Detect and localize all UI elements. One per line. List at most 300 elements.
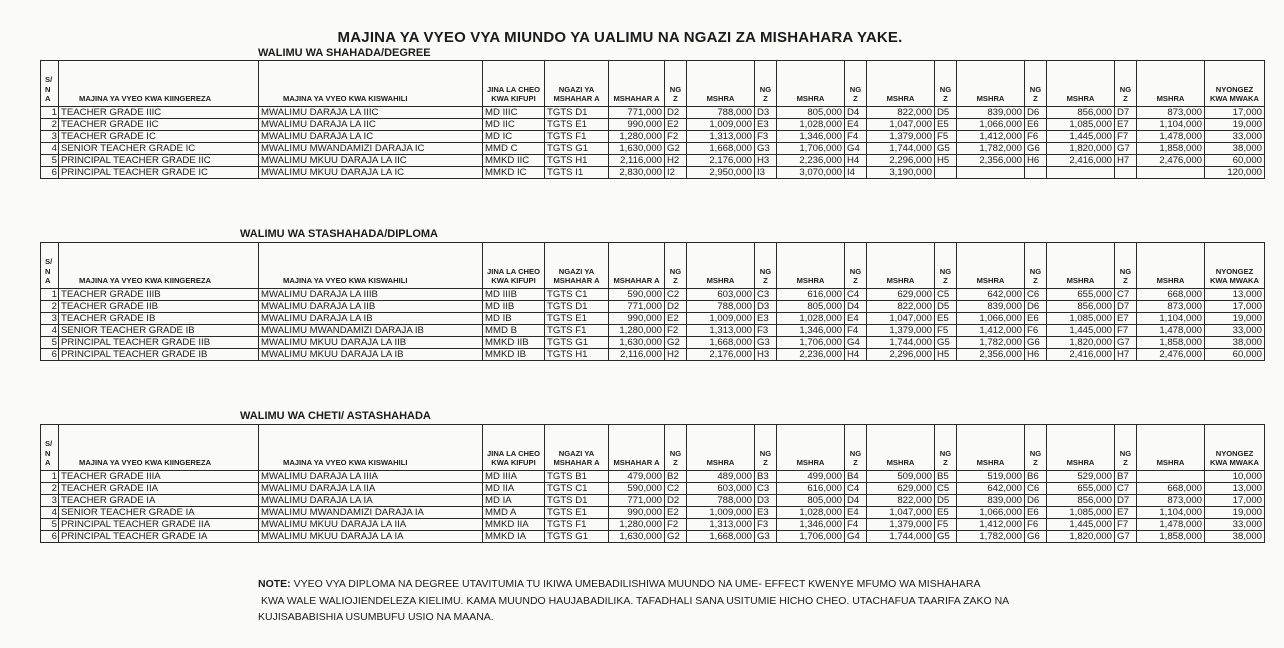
cell-salary: 822,000 — [867, 107, 935, 119]
header-eng-name: MAJINA YA VYEO KWA KIINGEREZA — [59, 243, 259, 289]
header-annual-increment: NYONGEZ KWA MWAKA — [1205, 243, 1265, 289]
table-row — [41, 107, 1265, 119]
cell-step: B4 — [845, 471, 867, 483]
section-heading-diploma: WALIMU WA STASHAHADA/DIPLOMA — [240, 228, 438, 240]
cell-salary — [957, 167, 1025, 179]
cell-annual-increment: 17,000 — [1205, 107, 1265, 119]
cell-short-title: MMD A — [483, 507, 545, 519]
cell-salary: 822,000 — [867, 301, 935, 313]
cell-salary: 1,313,000 — [687, 519, 755, 531]
cell-step: E4 — [845, 507, 867, 519]
cell-short-title: MMKD IC — [483, 167, 545, 179]
cell-salary: 1,028,000 — [777, 119, 845, 131]
cell-salary: 805,000 — [777, 107, 845, 119]
section-heading-degree: WALIMU WA SHAHADA/DEGREE — [258, 47, 431, 59]
cell-annual-increment: 33,000 — [1205, 325, 1265, 337]
cell-salary: 2,950,000 — [687, 167, 755, 179]
cell-step: D5 — [935, 301, 957, 313]
header-salary: MSHRA — [777, 243, 845, 289]
cell-sn: 1 — [41, 107, 59, 119]
cell-salary: 2,176,000 — [687, 155, 755, 167]
header-step: NG Z — [935, 243, 957, 289]
table-row — [41, 313, 1265, 325]
cell-short-title: MMKD IB — [483, 349, 545, 361]
cell-salary: 1,412,000 — [957, 131, 1025, 143]
cell-step: C5 — [935, 289, 957, 301]
cell-eng-name: TEACHER GRADE IIIC — [59, 107, 259, 119]
cell-step: D3 — [755, 495, 777, 507]
header-salary: MSHRA — [687, 425, 755, 471]
cell-step: C4 — [845, 483, 867, 495]
cell-step: G2 — [665, 143, 687, 155]
header-step: NG Z — [845, 61, 867, 107]
header-short-title: JINA LA CHEO KWA KIFUPI — [483, 425, 545, 471]
cell-step: H5 — [935, 349, 957, 361]
cell-sn: 1 — [41, 471, 59, 483]
cell-step — [935, 167, 957, 179]
cell-start-salary: 2,116,000 — [609, 155, 665, 167]
table-row — [41, 495, 1265, 507]
table-row — [41, 325, 1265, 337]
cell-annual-increment: 13,000 — [1205, 289, 1265, 301]
cell-salary: 616,000 — [777, 289, 845, 301]
cell-start-salary: 1,280,000 — [609, 325, 665, 337]
cell-salary: 1,782,000 — [957, 143, 1025, 155]
cell-sn: 4 — [41, 507, 59, 519]
cell-salary: 2,236,000 — [777, 349, 845, 361]
header-grade-start: NGAZI YA MSHAHAR A — [545, 243, 609, 289]
cell-step — [1025, 167, 1047, 179]
cell-step: F3 — [755, 325, 777, 337]
header-salary: MSHRA — [687, 61, 755, 107]
header-salary: MSHRA — [867, 425, 935, 471]
cell-sw-name: MWALIMU DARAJA LA IA — [259, 495, 483, 507]
cell-grade-start: TGTS F1 — [545, 519, 609, 531]
cell-salary — [1047, 167, 1115, 179]
cell-short-title: MMKD IA — [483, 531, 545, 543]
table-row — [41, 471, 1265, 483]
cell-salary: 3,070,000 — [777, 167, 845, 179]
header-step: NG Z — [1025, 243, 1047, 289]
header-sw-name: MAJINA YA VYEO KWA KISWAHILI — [259, 243, 483, 289]
cell-salary: 839,000 — [957, 495, 1025, 507]
cell-step: G5 — [935, 531, 957, 543]
cell-salary: 1,744,000 — [867, 143, 935, 155]
cell-salary: 616,000 — [777, 483, 845, 495]
cell-salary: 788,000 — [687, 107, 755, 119]
cell-eng-name: TEACHER GRADE IIIB — [59, 289, 259, 301]
header-salary: MSHRA — [867, 243, 935, 289]
cell-salary: 2,476,000 — [1137, 155, 1205, 167]
cell-grade-start: TGTS E1 — [545, 313, 609, 325]
cell-step: I4 — [845, 167, 867, 179]
cell-grade-start: TGTS I1 — [545, 167, 609, 179]
cell-short-title: MD IIIA — [483, 471, 545, 483]
header-salary: MSHRA — [1137, 425, 1205, 471]
header-row — [41, 243, 1265, 289]
cell-salary: 1,085,000 — [1047, 507, 1115, 519]
cell-salary: 788,000 — [687, 495, 755, 507]
cell-eng-name: PRINCIPAL TEACHER GRADE IIC — [59, 155, 259, 167]
header-eng-name: MAJINA YA VYEO KWA KIINGEREZA — [59, 425, 259, 471]
cell-sw-name: MWALIMU MKUU DARAJA LA IA — [259, 531, 483, 543]
cell-sw-name: MWALIMU DARAJA LA IC — [259, 131, 483, 143]
cell-sw-name: MWALIMU MKUU DARAJA LA IIA — [259, 519, 483, 531]
cell-salary: 1,085,000 — [1047, 313, 1115, 325]
salary-table-diploma — [40, 242, 1265, 361]
header-sw-name: MAJINA YA VYEO KWA KISWAHILI — [259, 61, 483, 107]
cell-step: E4 — [845, 313, 867, 325]
cell-salary: 603,000 — [687, 483, 755, 495]
header-step: NG Z — [755, 425, 777, 471]
cell-step: F6 — [1025, 519, 1047, 531]
header-salary: MSHRA — [957, 61, 1025, 107]
cell-step: C2 — [665, 289, 687, 301]
cell-salary: 1,668,000 — [687, 337, 755, 349]
header-row — [41, 425, 1265, 471]
cell-step: G2 — [665, 337, 687, 349]
cell-salary: 1,028,000 — [777, 313, 845, 325]
cell-step: G4 — [845, 143, 867, 155]
cell-step: F3 — [755, 131, 777, 143]
footnote-text-1: VYEO VYA DIPLOMA NA DEGREE UTAVITUMIA TU IKIWA UMEBADILISHIWA MUUNDO NA UME- EFFECT KWENYE MFUMO WA MISHAHARA — [293, 578, 981, 590]
header-short-title: JINA LA CHEO KWA KIFUPI — [483, 61, 545, 107]
cell-short-title: MD IA — [483, 495, 545, 507]
page-title: MAJINA YA VYEO VYA MIUNDO YA UALIMU NA NGAZI ZA MISHAHARA YAKE. — [337, 29, 903, 46]
header-annual-increment: NYONGEZ KWA MWAKA — [1205, 425, 1265, 471]
cell-grade-start: TGTS C1 — [545, 483, 609, 495]
cell-salary: 1,066,000 — [957, 313, 1025, 325]
cell-eng-name: SENIOR TEACHER GRADE IC — [59, 143, 259, 155]
cell-salary — [1137, 167, 1205, 179]
header-eng-name: MAJINA YA VYEO KWA KIINGEREZA — [59, 61, 259, 107]
cell-sn: 1 — [41, 289, 59, 301]
cell-salary: 1,478,000 — [1137, 131, 1205, 143]
cell-sw-name: MWALIMU MWANDAMIZI DARAJA IC — [259, 143, 483, 155]
cell-step: E5 — [935, 119, 957, 131]
cell-step: E2 — [665, 507, 687, 519]
cell-short-title: MD IIB — [483, 301, 545, 313]
cell-short-title: MD IIIB — [483, 289, 545, 301]
header-salary: MSHRA — [777, 425, 845, 471]
cell-step: F4 — [845, 131, 867, 143]
cell-start-salary: 479,000 — [609, 471, 665, 483]
cell-step: G3 — [755, 337, 777, 349]
cell-step: E6 — [1025, 119, 1047, 131]
cell-salary: 629,000 — [867, 483, 935, 495]
cell-grade-start: TGTS B1 — [545, 471, 609, 483]
cell-eng-name: SENIOR TEACHER GRADE IB — [59, 325, 259, 337]
cell-salary: 2,296,000 — [867, 155, 935, 167]
header-step: NG Z — [755, 243, 777, 289]
cell-step: G5 — [935, 337, 957, 349]
header-salary: MSHRA — [867, 61, 935, 107]
cell-step: G7 — [1115, 337, 1137, 349]
cell-salary: 1,445,000 — [1047, 131, 1115, 143]
cell-short-title: MD IC — [483, 131, 545, 143]
cell-step: H2 — [665, 349, 687, 361]
table-row — [41, 531, 1265, 543]
header-step: NG Z — [935, 61, 957, 107]
cell-sw-name: MWALIMU DARAJA LA IIIB — [259, 289, 483, 301]
section-heading-certificate: WALIMU WA CHETI/ ASTASHAHADA — [240, 410, 431, 422]
cell-salary: 1,706,000 — [777, 531, 845, 543]
header-sn: S/ N A — [41, 425, 59, 471]
table-row — [41, 483, 1265, 495]
cell-step: E3 — [755, 313, 777, 325]
table-row — [41, 301, 1265, 313]
cell-step: D2 — [665, 495, 687, 507]
header-salary: MSHRA — [1047, 243, 1115, 289]
cell-step: C7 — [1115, 289, 1137, 301]
cell-step: G4 — [845, 531, 867, 543]
cell-step: F6 — [1025, 131, 1047, 143]
cell-step: F4 — [845, 325, 867, 337]
cell-salary: 873,000 — [1137, 495, 1205, 507]
cell-salary: 1,706,000 — [777, 143, 845, 155]
cell-step: G2 — [665, 531, 687, 543]
header-sw-name: MAJINA YA VYEO KWA KISWAHILI — [259, 425, 483, 471]
cell-salary: 1,047,000 — [867, 507, 935, 519]
header-start-salary: MSHAHAR A — [609, 425, 665, 471]
table-row — [41, 167, 1265, 179]
cell-salary: 856,000 — [1047, 495, 1115, 507]
cell-step: I2 — [665, 167, 687, 179]
cell-salary: 499,000 — [777, 471, 845, 483]
cell-start-salary: 771,000 — [609, 495, 665, 507]
cell-step: B3 — [755, 471, 777, 483]
cell-sw-name: MWALIMU MWANDAMIZI DARAJA IB — [259, 325, 483, 337]
cell-salary: 1,313,000 — [687, 131, 755, 143]
cell-salary: 822,000 — [867, 495, 935, 507]
cell-annual-increment: 19,000 — [1205, 507, 1265, 519]
header-salary: MSHRA — [777, 61, 845, 107]
cell-step: F5 — [935, 325, 957, 337]
cell-sn: 2 — [41, 301, 59, 313]
header-short-title: JINA LA CHEO KWA KIFUPI — [483, 243, 545, 289]
cell-step: G3 — [755, 143, 777, 155]
header-annual-increment: NYONGEZ KWA MWAKA — [1205, 61, 1265, 107]
header-salary: MSHRA — [1047, 425, 1115, 471]
cell-step: H2 — [665, 155, 687, 167]
cell-step: E2 — [665, 119, 687, 131]
cell-start-salary: 990,000 — [609, 313, 665, 325]
cell-grade-start: TGTS G1 — [545, 531, 609, 543]
cell-salary: 655,000 — [1047, 483, 1115, 495]
cell-salary: 856,000 — [1047, 107, 1115, 119]
cell-start-salary: 1,280,000 — [609, 519, 665, 531]
cell-sw-name: MWALIMU MKUU DARAJA LA IC — [259, 167, 483, 179]
cell-salary: 1,104,000 — [1137, 507, 1205, 519]
salary-table-degree — [40, 60, 1265, 179]
cell-salary: 1,104,000 — [1137, 313, 1205, 325]
cell-short-title: MMKD IIA — [483, 519, 545, 531]
cell-step: G4 — [845, 337, 867, 349]
header-sn: S/ N A — [41, 243, 59, 289]
cell-step: C5 — [935, 483, 957, 495]
cell-salary: 1,085,000 — [1047, 119, 1115, 131]
cell-step: F6 — [1025, 325, 1047, 337]
cell-salary: 1,782,000 — [957, 337, 1025, 349]
cell-step: D7 — [1115, 301, 1137, 313]
table-row — [41, 119, 1265, 131]
cell-grade-start: TGTS G1 — [545, 143, 609, 155]
cell-sw-name: MWALIMU MKUU DARAJA LA IIB — [259, 337, 483, 349]
cell-salary: 1,445,000 — [1047, 519, 1115, 531]
cell-annual-increment: 38,000 — [1205, 337, 1265, 349]
header-start-salary: MSHAHAR A — [609, 243, 665, 289]
cell-salary: 1,820,000 — [1047, 143, 1115, 155]
cell-salary: 2,416,000 — [1047, 349, 1115, 361]
cell-annual-increment: 38,000 — [1205, 143, 1265, 155]
cell-salary: 2,476,000 — [1137, 349, 1205, 361]
cell-sn: 5 — [41, 519, 59, 531]
cell-salary: 1,028,000 — [777, 507, 845, 519]
cell-step: D6 — [1025, 107, 1047, 119]
header-grade-start: NGAZI YA MSHAHAR A — [545, 425, 609, 471]
cell-salary: 1,478,000 — [1137, 519, 1205, 531]
cell-grade-start: TGTS D1 — [545, 107, 609, 119]
cell-sw-name: MWALIMU DARAJA LA IIC — [259, 119, 483, 131]
cell-salary: 1,706,000 — [777, 337, 845, 349]
cell-salary: 1,346,000 — [777, 325, 845, 337]
cell-salary: 1,858,000 — [1137, 531, 1205, 543]
cell-grade-start: TGTS H1 — [545, 349, 609, 361]
cell-step: G7 — [1115, 143, 1137, 155]
cell-eng-name: TEACHER GRADE IIC — [59, 119, 259, 131]
cell-step: E2 — [665, 313, 687, 325]
header-step: NG Z — [1115, 61, 1137, 107]
cell-annual-increment: 60,000 — [1205, 349, 1265, 361]
table-row — [41, 507, 1265, 519]
cell-salary: 642,000 — [957, 289, 1025, 301]
cell-step: G3 — [755, 531, 777, 543]
cell-short-title: MMKD IIC — [483, 155, 545, 167]
footnote-line-1 — [258, 576, 1258, 593]
cell-sn: 6 — [41, 167, 59, 179]
cell-step: D4 — [845, 301, 867, 313]
header-sn: S/ N A — [41, 61, 59, 107]
cell-step: G7 — [1115, 531, 1137, 543]
cell-sw-name: MWALIMU DARAJA LA IIIA — [259, 471, 483, 483]
cell-sw-name: MWALIMU MKUU DARAJA LA IB — [259, 349, 483, 361]
cell-salary: 2,356,000 — [957, 155, 1025, 167]
cell-step: B2 — [665, 471, 687, 483]
cell-salary: 1,858,000 — [1137, 143, 1205, 155]
cell-annual-increment: 60,000 — [1205, 155, 1265, 167]
header-salary: MSHRA — [687, 243, 755, 289]
cell-step: F3 — [755, 519, 777, 531]
cell-step: E3 — [755, 119, 777, 131]
cell-sn: 2 — [41, 483, 59, 495]
cell-salary: 1,744,000 — [867, 337, 935, 349]
header-step: NG Z — [755, 61, 777, 107]
cell-step: C3 — [755, 289, 777, 301]
cell-step: D2 — [665, 301, 687, 313]
cell-step: E5 — [935, 507, 957, 519]
cell-salary: 2,236,000 — [777, 155, 845, 167]
cell-step: D5 — [935, 495, 957, 507]
cell-grade-start: TGTS C1 — [545, 289, 609, 301]
cell-eng-name: TEACHER GRADE IIA — [59, 483, 259, 495]
cell-start-salary: 771,000 — [609, 301, 665, 313]
cell-salary: 1,820,000 — [1047, 337, 1115, 349]
cell-salary: 1,668,000 — [687, 143, 755, 155]
cell-step: D7 — [1115, 107, 1137, 119]
header-step: NG Z — [665, 425, 687, 471]
cell-step: G6 — [1025, 531, 1047, 543]
cell-salary: 1,104,000 — [1137, 119, 1205, 131]
header-step: NG Z — [1025, 425, 1047, 471]
cell-grade-start: TGTS D1 — [545, 495, 609, 507]
cell-sw-name: MWALIMU MWANDAMIZI DARAJA IA — [259, 507, 483, 519]
cell-salary: 805,000 — [777, 301, 845, 313]
cell-step: D4 — [845, 107, 867, 119]
cell-start-salary: 590,000 — [609, 289, 665, 301]
cell-salary: 1,379,000 — [867, 325, 935, 337]
cell-step: C6 — [1025, 289, 1047, 301]
cell-salary: 1,346,000 — [777, 131, 845, 143]
header-grade-start: NGAZI YA MSHAHAR A — [545, 61, 609, 107]
cell-step: C2 — [665, 483, 687, 495]
header-step: NG Z — [845, 425, 867, 471]
cell-salary: 1,445,000 — [1047, 325, 1115, 337]
cell-salary: 629,000 — [867, 289, 935, 301]
header-row — [41, 61, 1265, 107]
cell-salary: 856,000 — [1047, 301, 1115, 313]
cell-sn: 5 — [41, 337, 59, 349]
cell-salary: 668,000 — [1137, 289, 1205, 301]
cell-step: B5 — [935, 471, 957, 483]
cell-annual-increment: 19,000 — [1205, 119, 1265, 131]
cell-sn: 3 — [41, 313, 59, 325]
cell-sw-name: MWALIMU DARAJA LA IIIC — [259, 107, 483, 119]
cell-eng-name: TEACHER GRADE IIB — [59, 301, 259, 313]
cell-salary: 1,346,000 — [777, 519, 845, 531]
cell-step: F2 — [665, 131, 687, 143]
cell-step: E4 — [845, 119, 867, 131]
header-start-salary: MSHAHAR A — [609, 61, 665, 107]
cell-short-title: MD IIIC — [483, 107, 545, 119]
cell-step: F2 — [665, 325, 687, 337]
cell-grade-start: TGTS H1 — [545, 155, 609, 167]
cell-step: G5 — [935, 143, 957, 155]
cell-step: H4 — [845, 155, 867, 167]
cell-salary: 1,047,000 — [867, 119, 935, 131]
cell-short-title: MMD B — [483, 325, 545, 337]
cell-step — [1115, 167, 1137, 179]
cell-salary: 489,000 — [687, 471, 755, 483]
footnote-line-2: KWA WALE WALIOJIENDELEZA KIELIMU. KAMA MUUNDO HAUJABADILIKA. TAFADHALI SANA USITUMIE HICHO CHEO. UTACHAFUA TAARIFA ZAKO NA — [261, 594, 1010, 607]
cell-sn: 5 — [41, 155, 59, 167]
cell-salary: 788,000 — [687, 301, 755, 313]
cell-eng-name: SENIOR TEACHER GRADE IA — [59, 507, 259, 519]
cell-eng-name: TEACHER GRADE IC — [59, 131, 259, 143]
cell-grade-start: TGTS E1 — [545, 507, 609, 519]
cell-salary: 655,000 — [1047, 289, 1115, 301]
cell-step: D7 — [1115, 495, 1137, 507]
cell-salary: 1,412,000 — [957, 519, 1025, 531]
cell-salary: 2,416,000 — [1047, 155, 1115, 167]
cell-start-salary: 990,000 — [609, 119, 665, 131]
cell-step: H7 — [1115, 349, 1137, 361]
table-row — [41, 155, 1265, 167]
cell-grade-start: TGTS F1 — [545, 131, 609, 143]
cell-salary: 529,000 — [1047, 471, 1115, 483]
cell-step: H4 — [845, 349, 867, 361]
cell-sn: 4 — [41, 143, 59, 155]
cell-eng-name: PRINCIPAL TEACHER GRADE IIB — [59, 337, 259, 349]
